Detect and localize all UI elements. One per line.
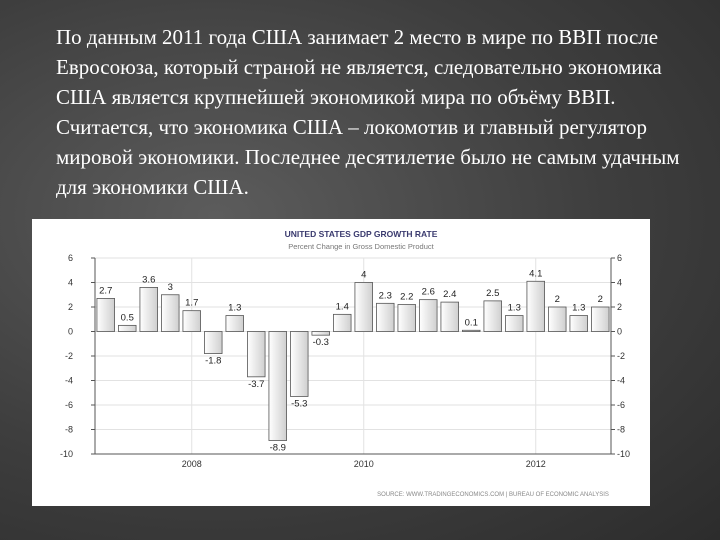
bar-value-label: 1.3 xyxy=(572,302,586,314)
gdp-bar xyxy=(269,332,287,441)
bar-value-label: 3 xyxy=(167,281,173,293)
bar-value-label: -8.9 xyxy=(269,442,286,454)
slide-paragraph: По данным 2011 года США занимает 2 место в мире по ВВП после Евросоюза, который страной не является, следовательно экономика США является крупнейшей экономикой мира по объёму ВВП. Считается, что экономика США – локомотив и главный регулятор мировой экономики. Последнее десятилетие было не самым удачным для экономики США. xyxy=(56,25,680,199)
gdp-bar xyxy=(591,307,609,332)
gdp-bar xyxy=(570,316,588,332)
gdp-bar xyxy=(548,307,566,332)
bar-value-label: -3.7 xyxy=(248,378,265,390)
bar-value-label: 4.1 xyxy=(529,268,543,280)
gdp-bar xyxy=(398,305,416,332)
y-tick-label-left: -2 xyxy=(64,351,73,361)
gdp-bar xyxy=(419,300,437,332)
y-tick-label-right: 6 xyxy=(617,253,623,263)
bar-value-label: 2 xyxy=(554,294,560,305)
bar-value-label: 2.6 xyxy=(421,286,435,298)
gdp-growth-chart xyxy=(32,219,650,506)
gdp-bar xyxy=(376,303,394,331)
gdp-bar xyxy=(527,281,545,331)
bar-value-label: 2.5 xyxy=(486,287,500,299)
bar-value-label: -0.3 xyxy=(312,337,329,349)
x-tick-label: 2008 xyxy=(181,459,202,469)
bar-value-label: 0.1 xyxy=(464,317,478,329)
gdp-bar xyxy=(97,298,115,331)
gdp-bar xyxy=(484,301,502,332)
chart-source: SOURCE: WWW.TRADINGECONOMICS.COM | BUREAU OF ECONOMIC ANALYSIS xyxy=(377,492,609,498)
bar-value-label: 1.3 xyxy=(507,302,521,314)
y-tick-label-right: -10 xyxy=(617,449,631,459)
chart-subtitle: Percent Change in Gross Domestic Product xyxy=(288,242,434,251)
gdp-bar xyxy=(355,283,373,332)
gdp-bar xyxy=(183,311,201,332)
y-tick-label-right: -2 xyxy=(617,351,626,361)
bar-value-label: 1.3 xyxy=(228,302,242,314)
y-tick-label-right: -6 xyxy=(617,400,626,410)
bar-value-label: 2.7 xyxy=(99,285,113,297)
y-tick-label-left: -10 xyxy=(59,449,73,459)
gdp-bar xyxy=(118,325,136,331)
gdp-bar xyxy=(290,332,308,397)
bar-value-label: 3.6 xyxy=(142,274,156,286)
gdp-bar xyxy=(140,287,158,331)
gdp-bar xyxy=(312,332,330,336)
bar-value-label: 2.3 xyxy=(378,290,392,302)
gdp-bar xyxy=(333,314,351,331)
y-tick-label-left: -4 xyxy=(64,375,73,386)
chart-title: UNITED STATES GDP GROWTH RATE xyxy=(284,229,438,239)
y-tick-label-left: 0 xyxy=(67,326,73,337)
gdp-bar xyxy=(204,332,222,354)
y-tick-label-left: -6 xyxy=(64,400,73,410)
bar-value-label: 1.7 xyxy=(185,297,199,309)
y-tick-label-left: 6 xyxy=(67,253,73,263)
x-tick-label: 2010 xyxy=(353,459,374,469)
y-tick-label-left: -8 xyxy=(64,424,73,435)
gdp-bar xyxy=(441,302,459,331)
y-tick-label-left: 2 xyxy=(67,302,73,312)
gdp-bar xyxy=(161,295,179,332)
bar-value-label: 1.4 xyxy=(335,301,349,313)
y-tick-label-left: 4 xyxy=(67,277,73,288)
bar-value-label: 2.2 xyxy=(400,291,414,303)
x-tick-label: 2012 xyxy=(525,459,546,469)
y-tick-label-right: 4 xyxy=(617,277,623,288)
y-tick-label-right: 0 xyxy=(617,326,623,337)
bar-value-label: 0.5 xyxy=(120,312,134,324)
y-tick-label-right: 2 xyxy=(617,302,623,312)
bar-value-label: 2 xyxy=(597,294,603,305)
y-tick-label-right: -8 xyxy=(617,424,626,435)
gdp-bar xyxy=(247,332,265,377)
bar-value-label: -1.8 xyxy=(205,355,222,367)
gdp-bar xyxy=(462,330,480,331)
y-tick-label-right: -4 xyxy=(617,375,626,386)
bar-value-label: -5.3 xyxy=(291,398,308,410)
gdp-chart-panel xyxy=(32,219,650,506)
gdp-bar xyxy=(505,316,523,332)
bar-value-label: 4 xyxy=(361,269,367,281)
gdp-bar xyxy=(226,316,244,332)
bar-value-label: 2.4 xyxy=(443,289,457,301)
